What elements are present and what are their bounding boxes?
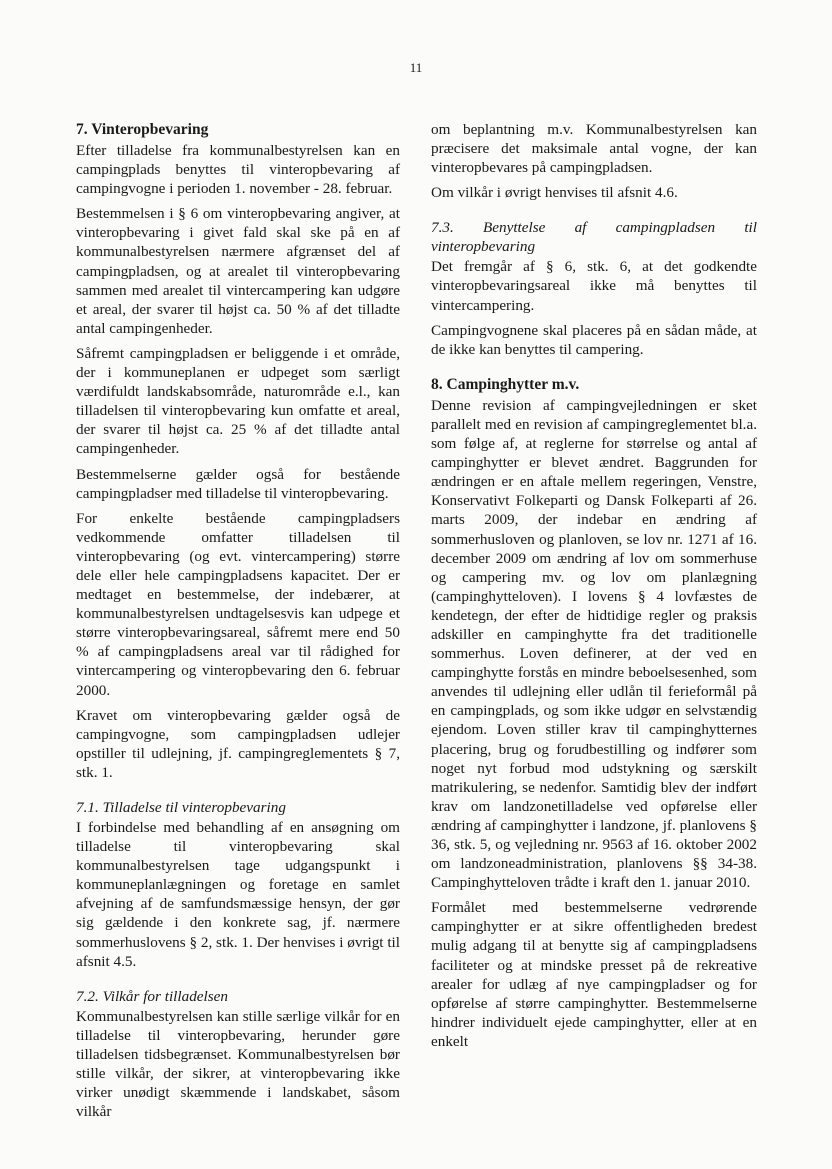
paragraph: Efter tilladelse fra kommunalbestyrelsen kan en campingplads benyttes til vinteropbevaring af campingvogne i perioden 1. november - 28. februar. — [76, 142, 400, 198]
paragraph: om beplantning m.v. Kommunalbestyrelsen kan præcisere det maksimale antal vogne, der kan vinteropbevares på campingpladsen. — [431, 121, 757, 177]
paragraph: Kommunalbestyrelsen kan stille særlige vilkår for en tilladelse til vinteropbevaring, herunder gøre tilladelsen tidsbegrænset. Kommunalbestyrelsen bør stille vilkår, der sikrer, at vinteropbevaring ikke virker unødigt skæmmende i landskabet, såsom vilkår — [76, 1007, 400, 1121]
paragraph: Bestemmelsen i § 6 om vinteropbevaring angiver, at vinteropbevaring i givet fald skal ske på en af kommunalbestyrelsen nærmere afgrænset del af campingpladsen, og at arealet til vinteropbevaring sammen med arealet til vintercampering kan udgøre et areal, der svarer til højst ca. 50 % af det tilladte antal campingenheder. — [76, 205, 400, 337]
subsection-heading-7-1: 7.1. Tilladelse til vinteropbevaring — [76, 799, 286, 816]
paragraph: Formålet med bestemmelserne vedrørende campinghytter er at sikre offentligheden bredest mulig adgang til at benytte sig af campingpladsens faciliteter og at mindske presset på de rekreative arealer for udlæg af nye campingpladser og for opførelse af større campinghytter. Bestemmelserne hindrer individuelt ejede campinghytter, eller at en enkelt — [431, 899, 757, 1050]
paragraph: Om vilkår i øvrigt henvises til afsnit 4.6. — [431, 184, 678, 202]
paragraph: Bestemmelserne gælder også for bestående campingpladser med tilladelse til vinteropbevaring. — [76, 465, 400, 502]
paragraph: I forbindelse med behandling af en ansøgning om tilladelse til vinteropbevaring skal kommunalbestyrelsen tage udgangspunkt i kommuneplanlægningen og foretage en samlet afvejning af de samfundsmæssige hensyn, der gør sig gældende i den konkrete sag, jf. nærmere sommerhuslovens § 2, stk. 1. Der henvises i øvrigt til afsnit 4.5. — [76, 819, 400, 970]
paragraph: Denne revision af campingvejledningen er sket parallelt med en revision af campingreglementet bl.a. som følge af, at reglerne for størrelse og antal af campinghytter er blevet ændret. Baggrunden for ændringen er en aftale mellem regeringen, Venstre, Konservativt Folkeparti og Dansk Folkeparti af 26. marts 2009, der indebar en ændring af sommerhusloven og planloven, se lov nr. 1271 af 16. december 2009 om ændring af lov om sommerhuse og campering mv. og lov om planlægning (campinghytteloven). I lovens § 4 lovfæstes de kendetegn, der efter de hidtidige regler og praksis adskiller en campinghytte fra det traditionelle sommerhus. Loven definerer, at der ved en campinghytte forstås en mindre beboelsesenhed, som anvendes til udlejning eller udlån til ferieformål på en campingplads, og som ikke udgør en selvstændig ejendom. Loven stiller krav til campinghytternes placering, brug og forudbestilling og indfører som noget nyt forbud mod udstykning og særskilt matrikulering, se nedenfor. Samtidig blev der indført krav om landzonetilladelse ved opførelse eller ændring af campinghytter i landzone, jf. planlovens § 36, stk. 5, og vejledning nr. 9563 af 16. oktober 2002 om landzoneadministration, planlovens §§ 34-38. Campinghytteloven trådte i kraft den 1. januar 2010. — [431, 396, 757, 892]
subsection-heading-7-3: 7.3. Benyttelse af campingpladsen til vinteropbevaring — [431, 219, 757, 256]
paragraph: Campingvognene skal placeres på en sådan måde, at de ikke kan benyttes til campering. — [431, 321, 757, 358]
paragraph: Kravet om vinteropbevaring gælder også de campingvogne, som campingpladsen udlejer opstiller til udlejning, jf. campingreglementets § 7, stk. 1. — [76, 706, 400, 781]
paragraph: For enkelte bestående campingpladsers vedkommende omfatter tilladelsen til vinteropbevaring (og evt. vintercampering) større dele eller hele campingpladsens kapacitet. Der er medtaget en bestemmelse, der indebærer, at kommunalbestyrelsen undtagelsesvis kan udpege et større vinteropbevaringsareal, såfremt mere end 50 % af campingpladsens areal var til rådighed for vintercampering og vinteropbevaring den 6. februar 2000. — [76, 509, 400, 699]
section-heading-8: 8. Campinghytter m.v. — [431, 375, 580, 393]
left-column — [76, 120, 400, 1127]
page-number: 11 — [409, 60, 423, 75]
section-heading-7: 7. Vinteropbevaring — [76, 121, 209, 138]
right-column — [431, 120, 757, 1057]
subsection-heading-7-2: 7.2. Vilkår for tilladelsen — [76, 987, 229, 1005]
paragraph: Såfremt campingpladsen er beliggende i et område, der i kommuneplanen er udpeget som særligt værdifuldt landskabsområde, naturområde e.l., kan tilladelsen til vinteropbevaring kun omfatte et areal, der svarer til højst ca. 25 % af det tilladte antal campingenheder. — [76, 344, 400, 458]
paragraph: Det fremgår af § 6, stk. 6, at det godkendte vinteropbevaringsareal ikke må benyttes til vintercampering. — [431, 258, 757, 314]
